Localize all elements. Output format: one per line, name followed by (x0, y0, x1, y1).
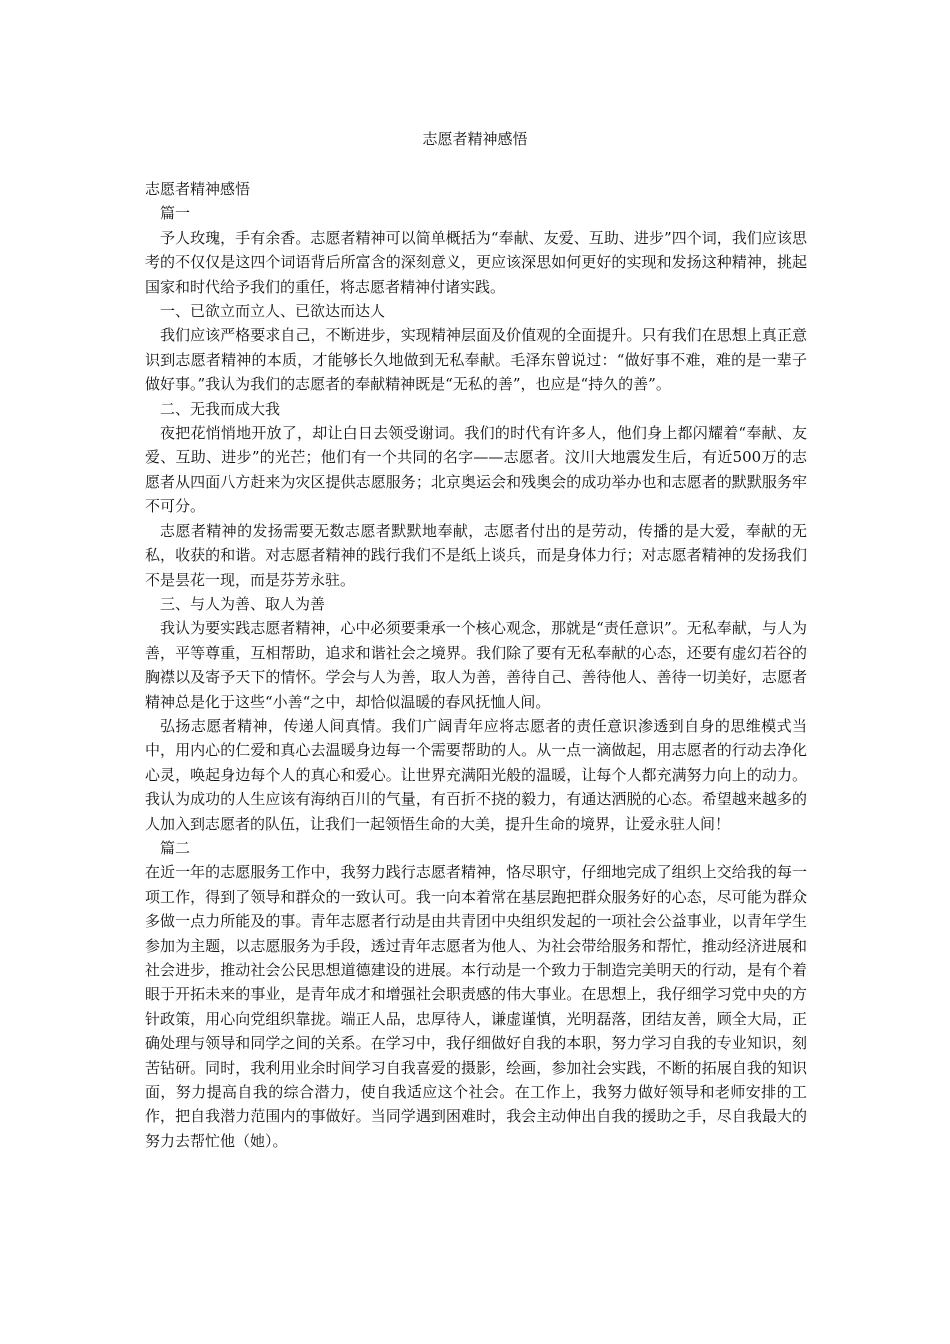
section-one-heading: 一、已欲立而立人、已欲达而达人 (160, 302, 386, 321)
section-three-paragraph-2: 弘扬志愿者精神，传递人间真情。我们广阔青年应将志愿者的责任意识渗透到自身的思维模式当中，用内心的仁爱和真心去温暖身边每一个需要帮助的人。从一点一滴做起，用志愿者的行动去净化心灵，唤起身边每个人的真心和爱心。让世界充满阳光般的温暖，让每个人都充满努力向上的动力。我认为成功的人生应该有海纳百川的气量，有百折不挠的毅力，有通达洒脱的心态。希望越来越多的人加入到志愿者的队伍，让我们一起领悟生命的大美，提升生命的境界，让爱永驻人间！ (145, 716, 807, 833)
document-title: 志愿者精神感悟 (422, 130, 528, 148)
section-two-paragraph-1: 夜把花悄悄地开放了，却让白日去领受谢词。我们的时代有许多人，他们身上都闪耀着“奉献、友爱、互助、进步”的光芒；他们有一个共同的名字——志愿者。汶川大地震发生后，有近500万的志愿者从四面八方赶来为灾区提供志愿服务；北京奥运会和残奥会的成功举办也和志愿者的默默服务牢不可分。 (145, 424, 807, 516)
document-body (145, 177, 807, 1153)
section-three-paragraph-1: 我认为要实践志愿者精神，心中必须要秉承一个核心观念，那就是“责任意识”。无私奉献，与人为善，平等尊重，互相帮助，追求和谐社会之境界。我们除了要有无私奉献的心态，还要有虚幻若谷的胸襟以及寄予天下的情怀。学会与人为善，取人为善，善待自己、善待他人、善待一切美好，志愿者精神总是化于这些“小善“之中，却恰似温暖的春风抚恤人间。 (145, 619, 807, 711)
part-two-label: 篇二 (160, 838, 191, 857)
section-one-paragraph: 我们应该严格要求自己，不断进步，实现精神层面及价值观的全面提升。只有我们在思想上真正意识到志愿者精神的本质，才能够长久地做到无私奉献。毛泽东曾说过：“做好事不难，难的是一辈子做好事。”我认为我们的志愿者的奉献精神既是“无私的善”，也应是“持久的善”。 (145, 326, 807, 394)
document-subtitle: 志愿者精神感悟 (145, 180, 251, 198)
part-two-paragraph: 在近一年的志愿服务工作中，我努力践行志愿者精神，恪尽职守，仔细地完成了组织上交给我的每一项工作，得到了领导和群众的一致认可。我一向本着常在基层跑把群众服务好的心态，尽可能为群众多做一点力所能及的事。青年志愿者行动是由共青团中央组织发起的一项社会公益事业，以青年学生参加为主题，以志愿服务为手段，透过青年志愿者为他人、为社会带给服务和帮忙，推动经济进展和社会进步，推动社会公民思想道德建设的进展。本行动是一个致力于制造完美明天的行动，是有个着眼于开拓未来的事业，是青年成才和增强社会职责感的伟大事业。在思想上，我仔细学习党中央的方针政策，用心向党组织靠拢。端正人品，忠厚待人，谦虚谨慎，光明磊落，团结友善，顾全大局，正确处理与领导和同学之间的关系。在学习中，我仔细做好自我的本职，努力学习自我的专业知识，刻苦钻研。同时，我利用业余时间学习自我喜爱的摄影，绘画，参加社会实践，不断的拓展自我的知识面，努力提高自我的综合潜力，使自我适应这个社会。在工作上，我努力做好领导和老师安排的工作，把自我潜力范围内的事做好。当同学遇到困难时，我会主动伸出自我的援助之手，尽自我最大的努力去帮忙他（她）。 (145, 863, 807, 1150)
section-three-heading: 三、与人为善、取人为善 (160, 594, 326, 613)
part-one-intro-paragraph: 予人玫瑰，手有余香。志愿者精神可以简单概括为“奉献、友爱、互助、进步”四个词，我们应该思考的不仅仅是这四个词语背后所富含的深刻意义，更应该深思如何更好的实现和发扬这种精神，挑起国家和时代给予我们的重任，将志愿者精神付诸实践。 (145, 228, 807, 296)
section-two-heading: 二、无我而成大我 (160, 399, 281, 418)
section-two-paragraph-2: 志愿者精神的发扬需要无数志愿者默默地奉献，志愿者付出的是劳动，传播的是大爱，奉献的无私，收获的和谐。对志愿者精神的践行我们不是纸上谈兵，而是身体力行；对志愿者精神的发扬我们不是昙花一现，而是芬芳永驻。 (145, 521, 807, 589)
part-one-label: 篇一 (160, 204, 191, 223)
